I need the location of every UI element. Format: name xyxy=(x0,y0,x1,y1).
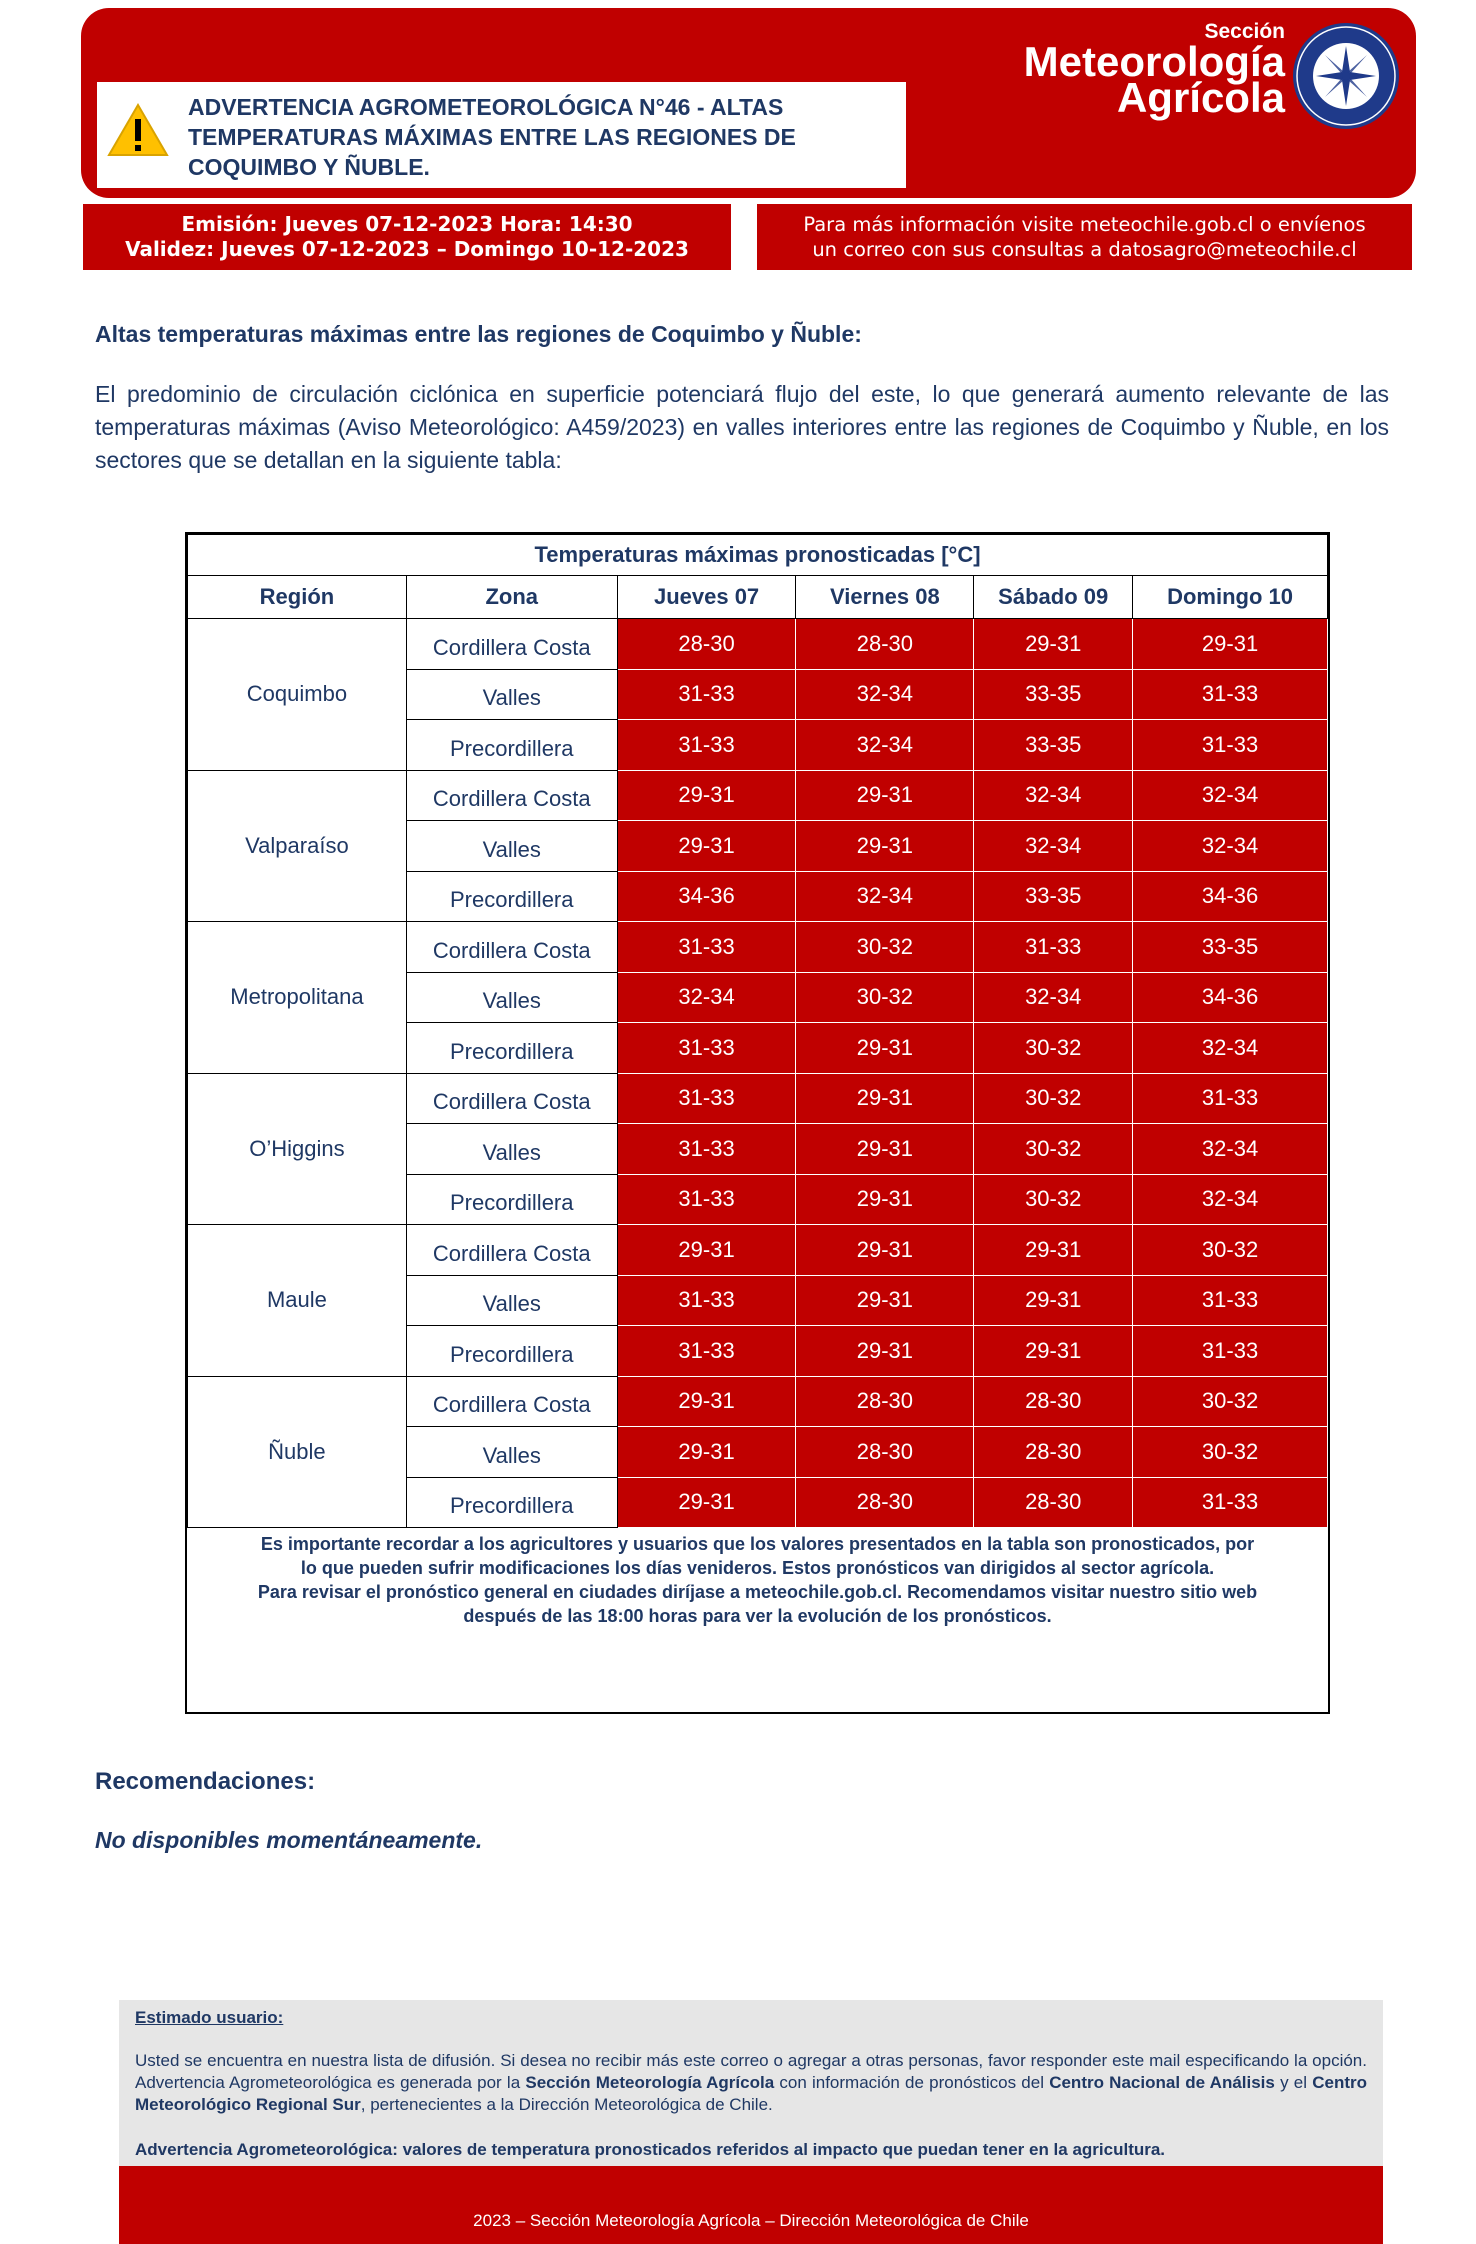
temperature-cell: 31-33 xyxy=(617,1073,796,1124)
temperature-cell: 30-32 xyxy=(974,1023,1133,1074)
temperature-cell: 31-33 xyxy=(617,1124,796,1175)
footer-notice xyxy=(119,2000,1383,2166)
column-header: Jueves 07 xyxy=(617,576,796,619)
zone-cell: Precordillera xyxy=(406,1326,617,1377)
logo-seccion: Sección xyxy=(1204,20,1285,43)
footer-body-bold-3: Centro Meteorológico Regional Sur xyxy=(135,2073,1367,2114)
temperature-cell: 28-30 xyxy=(974,1427,1133,1478)
info-line-2: un correo con sus consultas a datosagro@meteochile.cl xyxy=(812,238,1357,261)
temperature-cell: 29-31 xyxy=(974,619,1133,670)
temperature-cell: 31-33 xyxy=(1133,1073,1328,1124)
temperature-cell: 28-30 xyxy=(796,1427,974,1478)
zone-cell: Valles xyxy=(406,972,617,1023)
region-cell: Ñuble xyxy=(188,1376,407,1528)
zone-cell: Cordillera Costa xyxy=(406,922,617,973)
temperature-cell: 33-35 xyxy=(974,669,1133,720)
footer-bar xyxy=(119,2166,1383,2244)
warning-title: ADVERTENCIA AGROMETEOROLÓGICA N°46 - ALTAS TEMPERATURAS MÁXIMAS ENTRE LAS REGIONES DE COQUIMBO Y ÑUBLE. xyxy=(188,94,796,180)
table-row xyxy=(188,1376,1328,1427)
table-caption-row xyxy=(188,535,1328,576)
temperature-cell: 29-31 xyxy=(1133,619,1328,670)
temperature-cell: 29-31 xyxy=(796,1225,974,1276)
temperature-cell: 30-32 xyxy=(1133,1427,1328,1478)
table-note xyxy=(187,1532,1328,1628)
temperature-cell: 34-36 xyxy=(1133,972,1328,1023)
temperature-cell: 29-31 xyxy=(974,1225,1133,1276)
temperature-cell: 32-34 xyxy=(974,821,1133,872)
zone-cell: Valles xyxy=(406,669,617,720)
temperature-cell: 29-31 xyxy=(796,1023,974,1074)
footer-definition: Advertencia Agrometeorológica: valores de temperatura pronosticados referidos al impacto que puedan tener en la agricultura. xyxy=(135,2140,1166,2159)
logo-meteorologia: Meteorología xyxy=(1023,38,1285,85)
temperature-cell: 29-31 xyxy=(617,821,796,872)
region-cell: Coquimbo xyxy=(188,619,407,771)
table-row xyxy=(188,1073,1328,1124)
temperature-cell: 31-33 xyxy=(1133,720,1328,771)
region-cell: Valparaíso xyxy=(188,770,407,922)
column-header: Zona xyxy=(406,576,617,619)
temperature-cell: 29-31 xyxy=(617,1376,796,1427)
temperature-cell: 32-34 xyxy=(1133,1124,1328,1175)
table-note-line-2: lo que pueden sufrir modificaciones los días venideros. Estos pronósticos van dirigidos al sector agrícola. xyxy=(300,1558,1215,1578)
temperature-cell: 30-32 xyxy=(974,1124,1133,1175)
info-line-1: Para más información visite meteochile.gob.cl o envíenos xyxy=(803,213,1366,236)
temperature-cell: 29-31 xyxy=(796,1174,974,1225)
footer-body-part-1: Usted se encuentra en nuestra lista de difusión. Si desea no recibir más este correo o agregar a otras personas, favor responder este mail especificando la opción. Advertencia Agrometeorológica es generada por la xyxy=(135,2051,1367,2092)
contact-info-box xyxy=(757,204,1412,270)
table-header-row xyxy=(188,576,1328,619)
temperature-cell: 30-32 xyxy=(1133,1225,1328,1276)
temperature-cell: 33-35 xyxy=(974,720,1133,771)
footer-copyright: 2023 – Sección Meteorología Agrícola – Dirección Meteorológica de Chile xyxy=(473,2211,1029,2230)
validity-line: Validez: Jueves 07-12-2023 – Domingo 10-12-2023 xyxy=(125,237,689,261)
zone-cell: Valles xyxy=(406,1275,617,1326)
temperature-cell: 29-31 xyxy=(617,1427,796,1478)
temperature-cell: 28-30 xyxy=(974,1477,1133,1528)
temperature-cell: 32-34 xyxy=(1133,821,1328,872)
footer-body xyxy=(135,2050,1367,2116)
table-note-line-3: Para revisar el pronóstico general en ciudades diríjase a meteochile.gob.cl. Recomendamos visitar nuestro sitio web xyxy=(257,1582,1258,1602)
warning-box xyxy=(97,82,906,188)
logo-agricola: Agrícola xyxy=(1116,74,1285,121)
temperature-cell: 32-34 xyxy=(796,720,974,771)
temperature-cell: 32-34 xyxy=(796,669,974,720)
temperature-cell: 29-31 xyxy=(617,1477,796,1528)
temperature-cell: 31-33 xyxy=(974,922,1133,973)
temperature-cell: 31-33 xyxy=(617,669,796,720)
table-note-line-1: Es importante recordar a los agricultores y usuarios que los valores presentados en la tabla son pronosticados, por xyxy=(260,1534,1255,1554)
table-note-line-4: después de las 18:00 horas para ver la evolución de los pronósticos. xyxy=(463,1606,1052,1626)
temperature-cell: 30-32 xyxy=(974,1073,1133,1124)
temperature-cell: 29-31 xyxy=(796,1326,974,1377)
zone-cell: Precordillera xyxy=(406,1174,617,1225)
temperature-cell: 30-32 xyxy=(974,1174,1133,1225)
table-caption: Temperaturas máximas pronosticadas [°C] xyxy=(188,535,1328,576)
dmc-seal-icon xyxy=(1292,22,1400,130)
temperature-cell: 31-33 xyxy=(1133,669,1328,720)
temperature-cell: 31-33 xyxy=(617,1275,796,1326)
region-cell: O’Higgins xyxy=(188,1073,407,1225)
forecast-grid xyxy=(187,534,1328,1528)
temperature-cell: 33-35 xyxy=(1133,922,1328,973)
temperature-cell: 29-31 xyxy=(796,821,974,872)
temperature-cell: 31-33 xyxy=(617,922,796,973)
column-header: Viernes 08 xyxy=(796,576,974,619)
temperature-cell: 30-32 xyxy=(796,922,974,973)
recommendations-text: No disponibles momentáneamente. xyxy=(95,1827,483,1853)
zone-cell: Cordillera Costa xyxy=(406,1376,617,1427)
temperature-cell: 31-33 xyxy=(617,1174,796,1225)
temperature-cell: 34-36 xyxy=(617,871,796,922)
emission-line: Emisión: Jueves 07-12-2023 Hora: 14:30 xyxy=(181,212,633,236)
temperature-cell: 31-33 xyxy=(1133,1275,1328,1326)
zone-cell: Precordillera xyxy=(406,720,617,771)
temperature-cell: 29-31 xyxy=(974,1326,1133,1377)
section-logo xyxy=(1000,20,1410,130)
column-header: Región xyxy=(188,576,407,619)
temperature-cell: 28-30 xyxy=(617,619,796,670)
column-header: Domingo 10 xyxy=(1133,576,1328,619)
temperature-cell: 34-36 xyxy=(1133,871,1328,922)
temperature-cell: 31-33 xyxy=(617,1326,796,1377)
column-header: Sábado 09 xyxy=(974,576,1133,619)
temperature-cell: 29-31 xyxy=(974,1275,1133,1326)
zone-cell: Valles xyxy=(406,821,617,872)
temperature-cell: 29-31 xyxy=(617,1225,796,1276)
temperature-cell: 32-34 xyxy=(974,770,1133,821)
zone-cell: Cordillera Costa xyxy=(406,1225,617,1276)
temperature-cell: 30-32 xyxy=(796,972,974,1023)
temperature-cell: 30-32 xyxy=(1133,1376,1328,1427)
section-title: Altas temperaturas máximas entre las regiones de Coquimbo y Ñuble: xyxy=(95,321,862,347)
recommendations-title: Recomendaciones: xyxy=(95,1768,316,1795)
table-row xyxy=(188,770,1328,821)
temperature-cell: 29-31 xyxy=(617,770,796,821)
zone-cell: Valles xyxy=(406,1427,617,1478)
region-cell: Maule xyxy=(188,1225,407,1377)
zone-cell: Cordillera Costa xyxy=(406,1073,617,1124)
temperature-cell: 31-33 xyxy=(617,1023,796,1074)
temperature-cell: 29-31 xyxy=(796,1275,974,1326)
temperature-cell: 31-33 xyxy=(1133,1477,1328,1528)
footer-body-part-2: con información de pronósticos del xyxy=(774,2073,1050,2092)
zone-cell: Cordillera Costa xyxy=(406,770,617,821)
region-cell: Metropolitana xyxy=(188,922,407,1074)
temperature-cell: 31-33 xyxy=(1133,1326,1328,1377)
temperature-cell: 28-30 xyxy=(796,1477,974,1528)
temperature-cell: 28-30 xyxy=(796,1376,974,1427)
footer-body-bold-1: Sección Meteorología Agrícola xyxy=(525,2073,775,2092)
temperature-cell: 32-34 xyxy=(1133,1174,1328,1225)
emission-validity-box xyxy=(83,204,731,270)
temperature-cell: 29-31 xyxy=(796,1073,974,1124)
zone-cell: Precordillera xyxy=(406,871,617,922)
temperature-cell: 32-34 xyxy=(796,871,974,922)
temperature-cell: 28-30 xyxy=(974,1376,1133,1427)
temperature-cell: 32-34 xyxy=(1133,1023,1328,1074)
zone-cell: Cordillera Costa xyxy=(406,619,617,670)
footer-body-bold-2: Centro Nacional de Análisis xyxy=(1049,2073,1275,2092)
table-row xyxy=(188,922,1328,973)
intro-paragraph: El predominio de circulación ciclónica en superficie potenciará flujo del este, lo que generará aumento relevante de las temperaturas máximas (Aviso Meteorológico: A459/2023) en valles interiores entre las regiones de Coquimbo y Ñuble, en los sectores que se detallan en la siguiente tabla: xyxy=(95,381,1389,473)
footer-body-part-4: , pertenecientes a la Dirección Meteorológica de Chile. xyxy=(360,2095,773,2114)
temperature-cell: 31-33 xyxy=(617,720,796,771)
temperature-cell: 33-35 xyxy=(974,871,1133,922)
temperature-cell: 28-30 xyxy=(796,619,974,670)
table-row xyxy=(188,1225,1328,1276)
temperature-cell: 32-34 xyxy=(617,972,796,1023)
temperature-cell: 32-34 xyxy=(1133,770,1328,821)
warning-triangle-icon xyxy=(107,102,169,158)
temperature-cell: 29-31 xyxy=(796,770,974,821)
footer-body-part-3: y el xyxy=(1274,2073,1313,2092)
forecast-table xyxy=(185,532,1330,1714)
zone-cell: Precordillera xyxy=(406,1023,617,1074)
table-row xyxy=(188,619,1328,670)
zone-cell: Precordillera xyxy=(406,1477,617,1528)
zone-cell: Valles xyxy=(406,1124,617,1175)
footer-heading: Estimado usuario: xyxy=(135,2008,284,2027)
temperature-cell: 32-34 xyxy=(974,972,1133,1023)
temperature-cell: 29-31 xyxy=(796,1124,974,1175)
